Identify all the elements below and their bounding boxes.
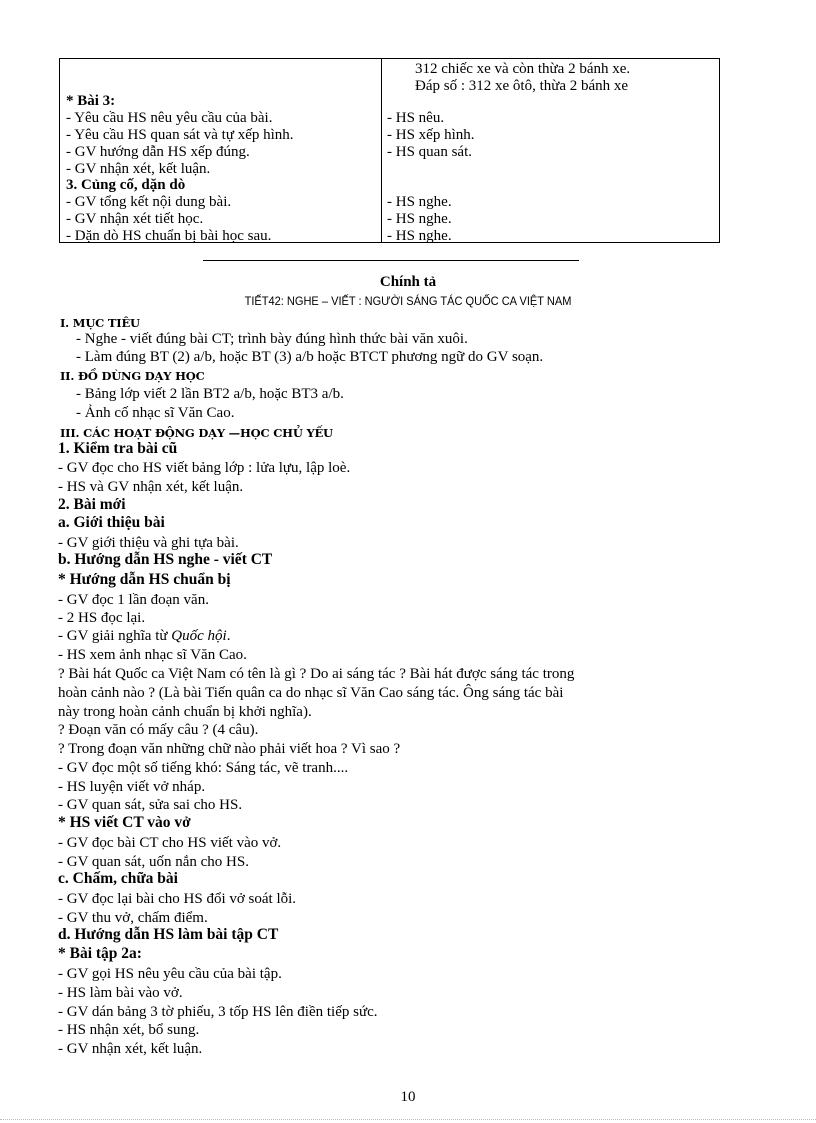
- list-item: - HS làm bài vào vở.: [58, 985, 183, 1001]
- table-row: - Dặn dò HS chuẩn bị bài học sau.: [66, 228, 272, 244]
- list-item: - HS luyện viết vở nháp.: [58, 779, 206, 795]
- table-row: - GV tổng kết nội dung bài.: [66, 194, 232, 210]
- italic-term: Quốc hội: [171, 628, 227, 644]
- table-row: - HS nghe.: [387, 228, 452, 244]
- question-line: ? Đoạn văn có mấy câu ? (4 câu).: [58, 722, 259, 738]
- table-row: - Yêu cầu HS quan sát và tự xếp hình.: [66, 127, 294, 143]
- heading-exercise-2a: * Bài tập 2a:: [58, 945, 142, 962]
- cungco-heading: 3. Củng cố, dặn dò: [66, 177, 186, 193]
- list-item: - GV quan sát, uốn nắn cho HS.: [58, 854, 249, 870]
- student-column: [382, 59, 719, 242]
- table-row: - HS xếp hình.: [387, 127, 475, 143]
- heading-new-lesson: 2. Bài mới: [58, 496, 126, 513]
- table-row: - HS nêu.: [387, 110, 445, 126]
- list-item: - GV đọc một số tiếng khó: Sáng tác, vẽ tranh....: [58, 760, 349, 776]
- list-item: - GV giới thiệu và ghi tựa bài.: [58, 535, 239, 551]
- list-item: - Nghe - viết đúng bài CT; trình bày đúng hình thức bài văn xuôi.: [76, 331, 468, 347]
- lesson-title: Chính tả: [379, 274, 437, 290]
- table-row: 312 chiếc xe và còn thừa 2 bánh xe.: [415, 61, 631, 77]
- lesson-subtitle: TIẾT42: NGHE – VIẾT : NGƯỜI SÁNG TÁC QUỐC CA VIỆT NAM: [244, 294, 572, 308]
- list-item: - HS xem ảnh nhạc sĩ Văn Cao.: [58, 647, 247, 663]
- list-item: - GV dán bảng 3 tờ phiếu, 3 tốp HS lên điền tiếp sức.: [58, 1004, 378, 1020]
- table-row: - HS nghe.: [387, 194, 452, 210]
- section-heading-objectives: I. MỤC TIÊU: [60, 316, 140, 330]
- text-segment: .: [226, 628, 231, 644]
- table-row: - HS quan sát.: [387, 144, 472, 160]
- list-item: - GV đọc bài CT cho HS viết vào vở.: [58, 835, 282, 851]
- heading-prepare: * Hướng dẫn HS chuẩn bị: [58, 571, 231, 588]
- question-line: này trong hoàn cảnh chuẩn bị khởi nghĩa).: [58, 704, 312, 720]
- question-line: hoàn cảnh nào ? (Là bài Tiến quân ca do nhạc sĩ Văn Cao sáng tác. Ông sáng tác bài: [58, 685, 564, 701]
- list-item: - GV thu vở, chấm điểm.: [58, 910, 208, 926]
- list-item: - Ảnh cố nhạc sĩ Văn Cao.: [76, 405, 235, 421]
- list-item: - GV gọi HS nêu yêu cầu của bài tập.: [58, 966, 282, 982]
- table-row: - GV hướng dẫn HS xếp đúng.: [66, 144, 250, 160]
- list-item: - Làm đúng BT (2) a/b, hoặc BT (3) a/b hoặc BTCT phương ngữ do GV soạn.: [76, 349, 544, 365]
- list-item: - HS nhận xét, bổ sung.: [58, 1022, 200, 1038]
- bai3-heading: * Bài 3:: [66, 93, 116, 109]
- text-segment: - GV giải nghĩa từ: [58, 628, 172, 644]
- teacher-column: [60, 59, 382, 242]
- heading-write: * HS viết CT vào vở: [58, 814, 191, 831]
- table-row: - GV nhận xét tiết học.: [66, 211, 204, 227]
- page-bottom-border: [0, 1119, 816, 1120]
- table-row: - HS nghe.: [387, 211, 452, 227]
- list-item: - GV đọc 1 lần đoạn văn.: [58, 592, 209, 608]
- list-item: - GV đọc cho HS viết bảng lớp : lửa lựu, lập loè.: [58, 460, 351, 476]
- heading-intro: a. Giới thiệu bài: [58, 514, 165, 531]
- page-number: 10: [400, 1089, 416, 1105]
- list-item: [58, 628, 230, 644]
- heading-review: 1. Kiểm tra bài cũ: [58, 440, 178, 457]
- heading-grade: c. Chấm, chữa bài: [58, 870, 178, 887]
- section-heading-activities: III. CÁC HOẠT ĐỘNG DẠY —HỌC CHỦ YẾU: [60, 426, 333, 440]
- section-divider: [203, 260, 579, 261]
- table-row: Đáp số : 312 xe ôtô, thừa 2 bánh xe: [415, 78, 629, 94]
- heading-guide: b. Hướng dẫn HS nghe - viết CT: [58, 551, 273, 568]
- table-row: - GV nhận xét, kết luận.: [66, 161, 211, 177]
- table-row: - Yêu cầu HS nêu yêu cầu của bài.: [66, 110, 273, 126]
- question-line: ? Bài hát Quốc ca Việt Nam có tên là gì ? Do ai sáng tác ? Bài hát được sáng tác trong: [58, 666, 575, 682]
- heading-exercise: d. Hướng dẫn HS làm bài tập CT: [58, 926, 279, 943]
- activity-table: [59, 58, 720, 243]
- list-item: - HS và GV nhận xét, kết luận.: [58, 479, 244, 495]
- list-item: - Bảng lớp viết 2 lần BT2 a/b, hoặc BT3 a/b.: [76, 386, 344, 402]
- section-heading-materials: II. ĐỒ DÙNG DẠY HỌC: [60, 369, 205, 383]
- list-item: - GV quan sát, sửa sai cho HS.: [58, 797, 243, 813]
- question-line: ? Trong đoạn văn những chữ nào phải viết hoa ? Vì sao ?: [58, 741, 401, 757]
- list-item: - 2 HS đọc lại.: [58, 610, 146, 626]
- list-item: - GV đọc lại bài cho HS đổi vở soát lỗi.: [58, 891, 297, 907]
- list-item: - GV nhận xét, kết luận.: [58, 1041, 203, 1057]
